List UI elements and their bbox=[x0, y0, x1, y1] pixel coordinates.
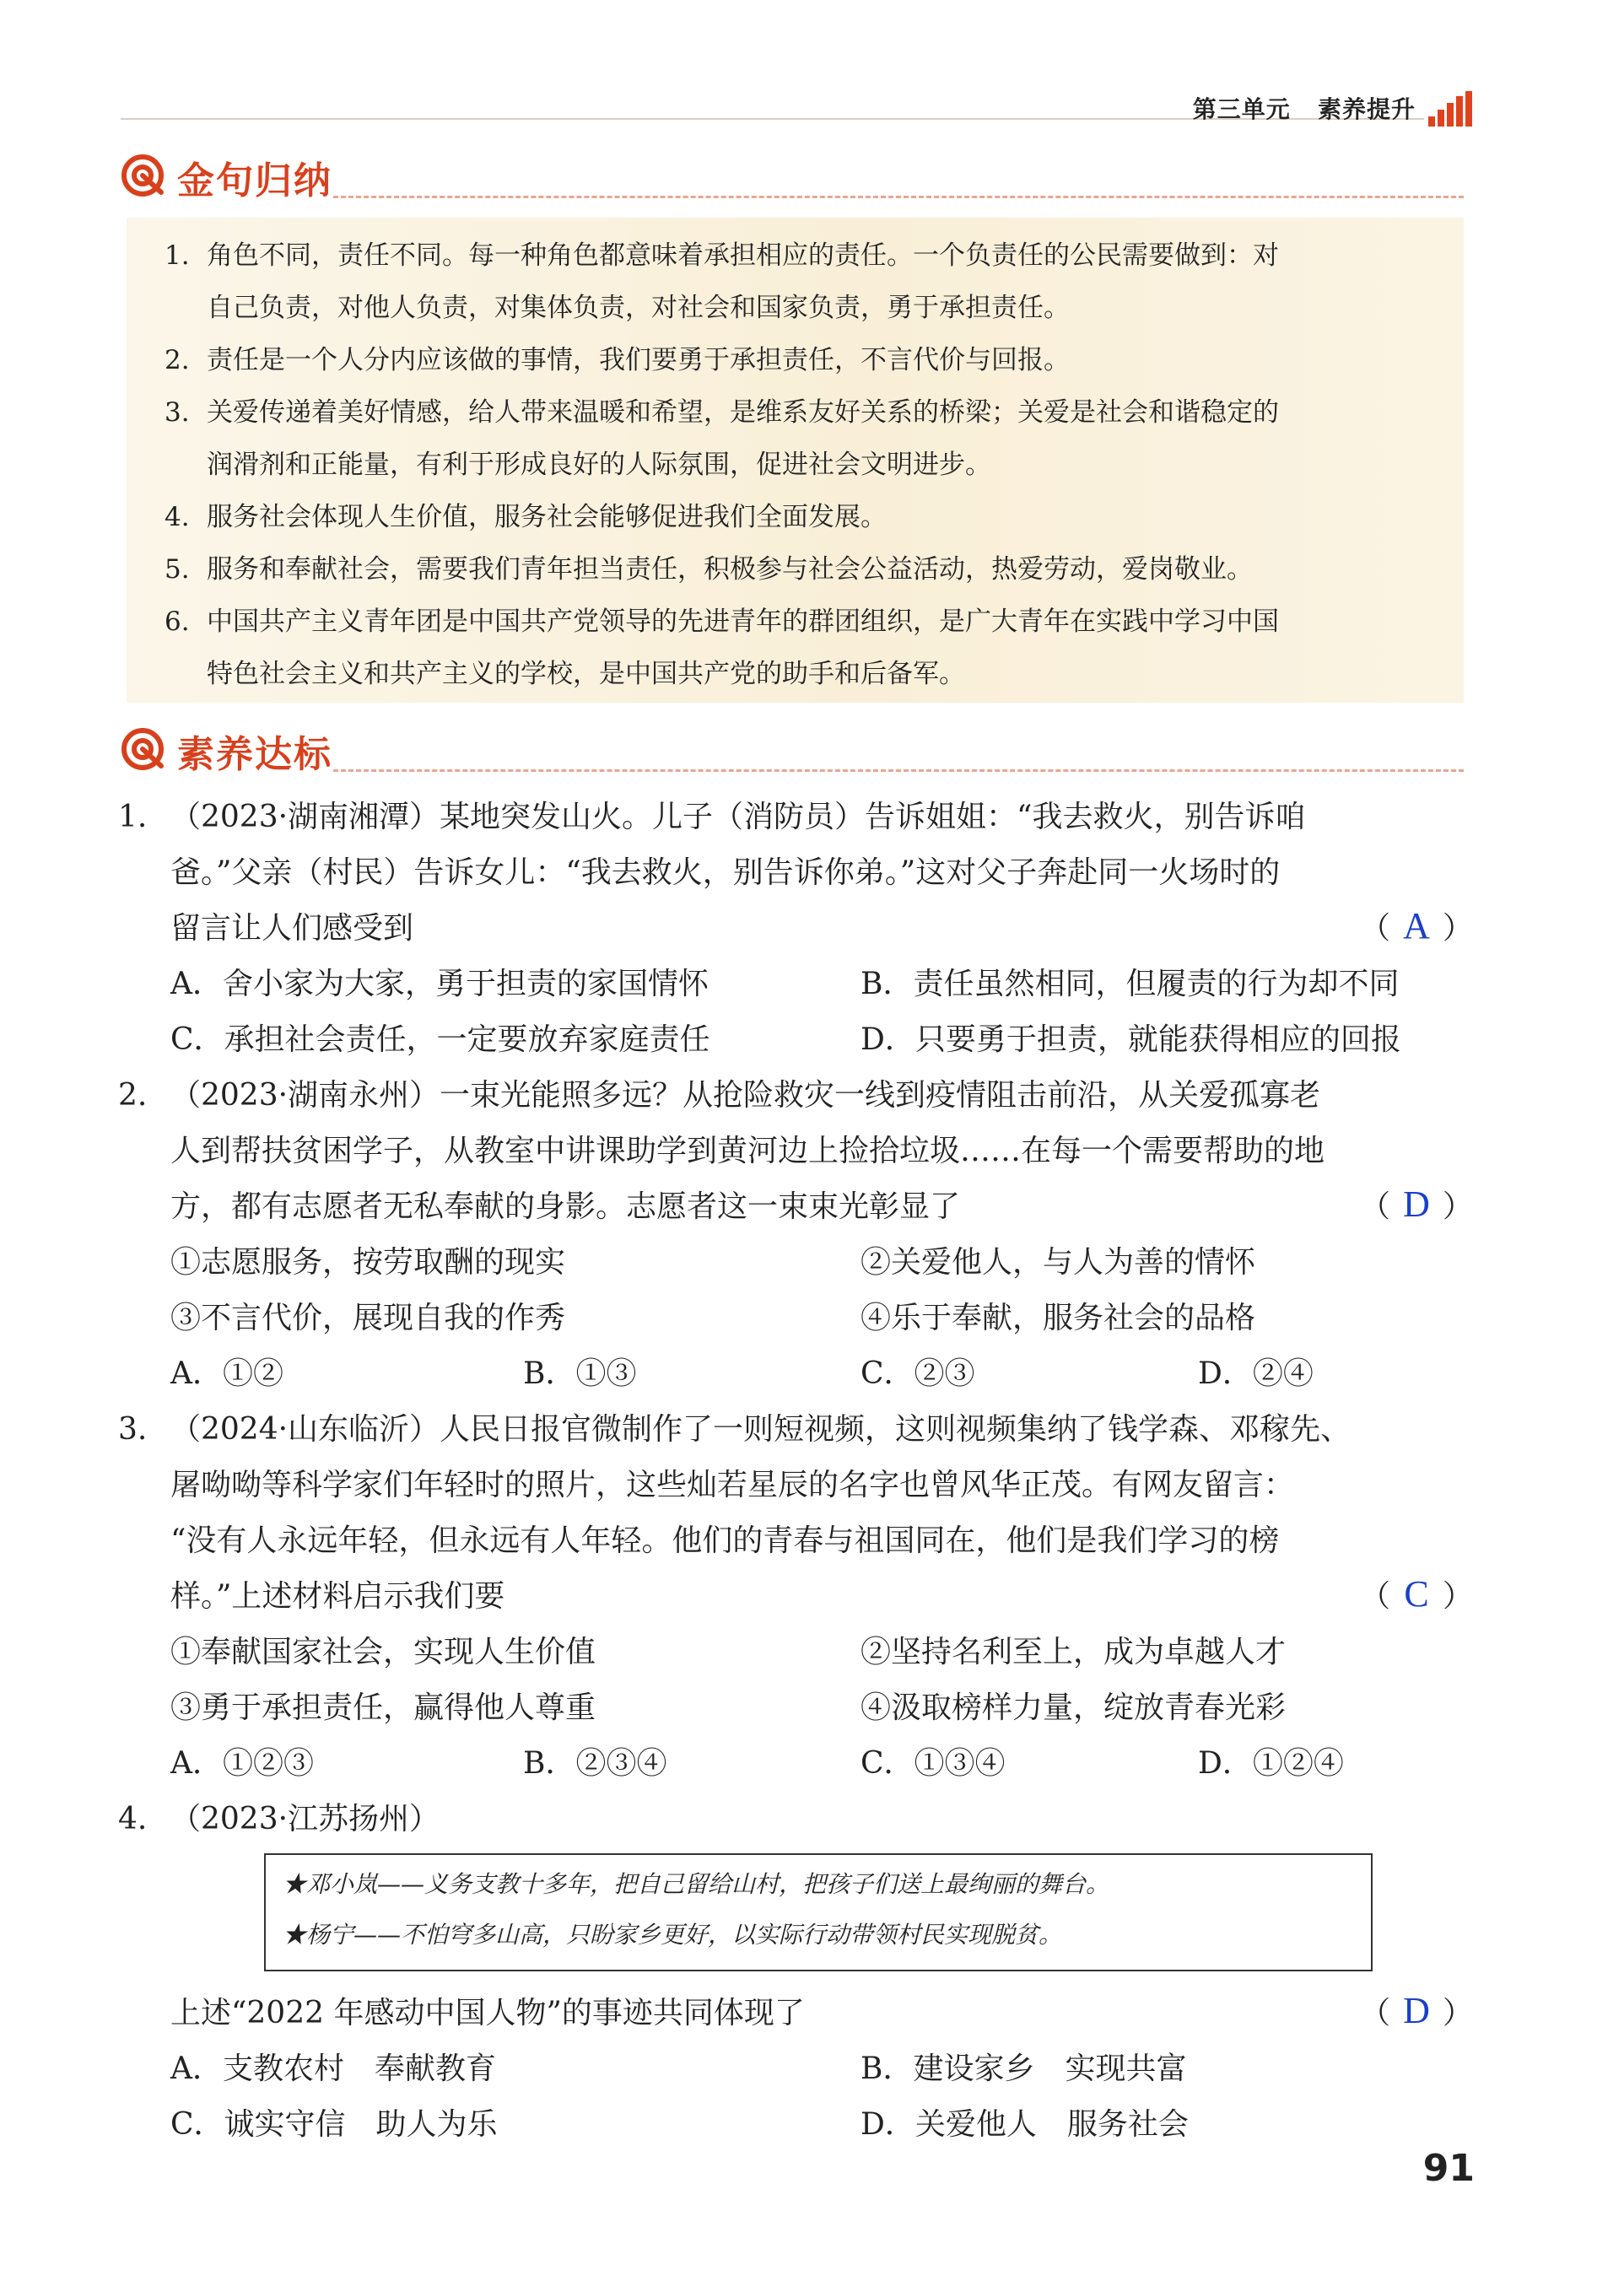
q2-option-c: C．②③ bbox=[861, 1356, 975, 1391]
page-number: 91 bbox=[1422, 2147, 1475, 2190]
section-divider bbox=[333, 196, 1464, 198]
golden-item-6-cont: 特色社会主义和共产主义的学校，是中国共产党的助手和后备军。 bbox=[207, 659, 965, 689]
q3-option-a: A．①②③ bbox=[170, 1746, 314, 1781]
q1-stem-line-3: 留言让人们感受到 bbox=[170, 911, 414, 946]
q4-option-c: C．诚实守信 助人为乐 bbox=[170, 2107, 498, 2142]
q1-stem-line-1: 1. （2023·湖南湘潭）某地突发山火。儿子（消防员）告诉姐姐：“我去救火，别告诉咱 bbox=[118, 800, 1306, 834]
unit-label: 第三单元 bbox=[1192, 95, 1291, 123]
q2-answer: D bbox=[1403, 1184, 1430, 1225]
golden-item-1-cont: 自己负责，对他人负责，对集体负责，对社会和国家负责，勇于承担责任。 bbox=[207, 293, 1070, 323]
q3-statement-1: ①奉献国家社会，实现人生价值 bbox=[170, 1635, 596, 1669]
golden-list bbox=[165, 229, 1279, 700]
q4-option-d: D．关爱他人 服务社会 bbox=[861, 2107, 1189, 2142]
q3-statement-4: ④汲取榜样力量，绽放青春光彩 bbox=[861, 1690, 1287, 1725]
practice-section-title: 素养达标 bbox=[177, 733, 332, 776]
q4-option-b: B．建设家乡 实现共富 bbox=[861, 2052, 1187, 2086]
target-icon bbox=[121, 154, 165, 197]
q3-option-c: C．①③④ bbox=[861, 1746, 1006, 1781]
q1-option-d: D．只要勇于担责，就能获得相应的回报 bbox=[861, 1022, 1401, 1057]
q1-stem-line-2: 爸。”父亲（村民）告诉女儿：“我去救火，别告诉你弟。”这对父子奔赴同一火场时的 bbox=[170, 855, 1281, 890]
q3-statement-2: ②坚持名利至上，成为卓越人才 bbox=[861, 1635, 1287, 1669]
q3-answer: C bbox=[1404, 1573, 1429, 1615]
golden-item-1: 1. 角色不同，责任不同。每一种角色都意味着承担相应的责任。一个负责任的公民需要做到：对 bbox=[165, 240, 1279, 271]
q3-option-d: D．①②④ bbox=[1198, 1746, 1344, 1781]
q2-stem-line-1: 2. （2023·湖南永州）一束光能照多远？从抢险救灾一线到疫情阻击前沿，从关爱孤寡老 bbox=[118, 1078, 1321, 1113]
q4-stem-line-1: 4. （2023·江苏扬州） bbox=[118, 1802, 440, 1836]
q4-option-a: A．支教农村 奉献教育 bbox=[170, 2052, 496, 2086]
running-header bbox=[1193, 91, 1416, 125]
q4-quote-1: ★邓小岚——义务支教十多年，把自己留给山村，把孩子们送上最绚丽的舞台。 bbox=[283, 1870, 1110, 1898]
q2-statement-3: ③不言代价，展现自我的作秀 bbox=[170, 1301, 566, 1335]
golden-item-2: 2. 责任是一个人分内应该做的事情，我们要勇于承担责任，不言代价与回报。 bbox=[165, 345, 1070, 375]
q2-stem-line-3: 方，都有志愿者无私奉献的身影。志愿者这一束束光彰显了 bbox=[170, 1189, 961, 1224]
golden-item-3-cont: 润滑剂和正能量，有利于形成良好的人际氛围，促进社会文明进步。 bbox=[207, 450, 991, 480]
q4-answer: D bbox=[1403, 1990, 1430, 2031]
q4-stem: 上述“2022 年感动中国人物”的事迹共同体现了 bbox=[170, 1996, 805, 2030]
target-icon bbox=[121, 727, 165, 771]
q3-stem-line-4: 样。”上述材料启示我们要 bbox=[170, 1579, 505, 1614]
q2-answer-bracket: （ D ） bbox=[1360, 1184, 1474, 1225]
q3-option-b: B．②③④ bbox=[523, 1746, 667, 1781]
q1-answer: A bbox=[1403, 905, 1430, 946]
q2-option-b: B．①③ bbox=[523, 1356, 637, 1391]
q2-option-a: A．①② bbox=[170, 1356, 283, 1391]
q4-answer-bracket: （ D ） bbox=[1360, 1990, 1474, 2031]
bar-chart-icon bbox=[1428, 91, 1472, 127]
q3-stem-line-3: “没有人永远年轻，但永远有人年轻。他们的青春与祖国同在，他们是我们学习的榜 bbox=[170, 1523, 1280, 1558]
golden-item-4: 4. 服务社会体现人生价值，服务社会能够促进我们全面发展。 bbox=[165, 502, 887, 532]
q2-statement-1: ①志愿服务，按劳取酬的现实 bbox=[170, 1245, 566, 1280]
q1-option-c: C．承担社会责任，一定要放弃家庭责任 bbox=[170, 1022, 710, 1057]
q1-option-b: B．责任虽然相同，但履责的行为却不同 bbox=[861, 967, 1400, 1001]
q2-statement-4: ④乐于奉献，服务社会的品格 bbox=[861, 1301, 1256, 1335]
q3-statement-3: ③勇于承担责任，赢得他人尊重 bbox=[170, 1690, 596, 1725]
q3-stem-line-1: 3. （2024·山东临沂）人民日报官微制作了一则短视频，这则视频集纳了钱学森、邓稼先、 bbox=[118, 1412, 1352, 1447]
golden-section-title: 金句归纳 bbox=[177, 159, 332, 202]
q3-stem-line-2: 屠呦呦等科学家们年轻时的照片，这些灿若星辰的名字也曾风华正茂。有网友留言： bbox=[170, 1468, 1295, 1502]
section-label: 素养提升 bbox=[1317, 95, 1416, 123]
q2-stem-line-2: 人到帮扶贫困学子，从教室中讲课助学到黄河边上捡拾垃圾……在每一个需要帮助的地 bbox=[170, 1134, 1325, 1168]
section-divider bbox=[333, 769, 1464, 772]
q3-answer-bracket: （ C ） bbox=[1360, 1573, 1474, 1615]
q1-option-a: A．舍小家为大家，勇于担责的家国情怀 bbox=[170, 967, 709, 1001]
q2-option-d: D．②④ bbox=[1198, 1356, 1314, 1391]
golden-item-5: 5. 服务和奉献社会，需要我们青年担当责任，积极参与社会公益活动，热爱劳动，爱岗敬业。 bbox=[165, 554, 1253, 585]
golden-item-3: 3. 关爱传递着美好情感，给人带来温暖和希望，是维系友好关系的桥梁；关爱是社会和谐稳定的 bbox=[165, 397, 1279, 428]
q1-answer-bracket: （ A ） bbox=[1360, 905, 1474, 946]
q2-statement-2: ②关爱他人，与人为善的情怀 bbox=[861, 1245, 1256, 1280]
golden-item-6: 6. 中国共产主义青年团是中国共产党领导的先进青年的群团组织，是广大青年在实践中学习中国 bbox=[165, 607, 1279, 637]
q4-quote-2: ★杨宁——不怕穹多山高，只盼家乡更好，以实际行动带领村民实现脱贫。 bbox=[283, 1921, 1063, 1949]
